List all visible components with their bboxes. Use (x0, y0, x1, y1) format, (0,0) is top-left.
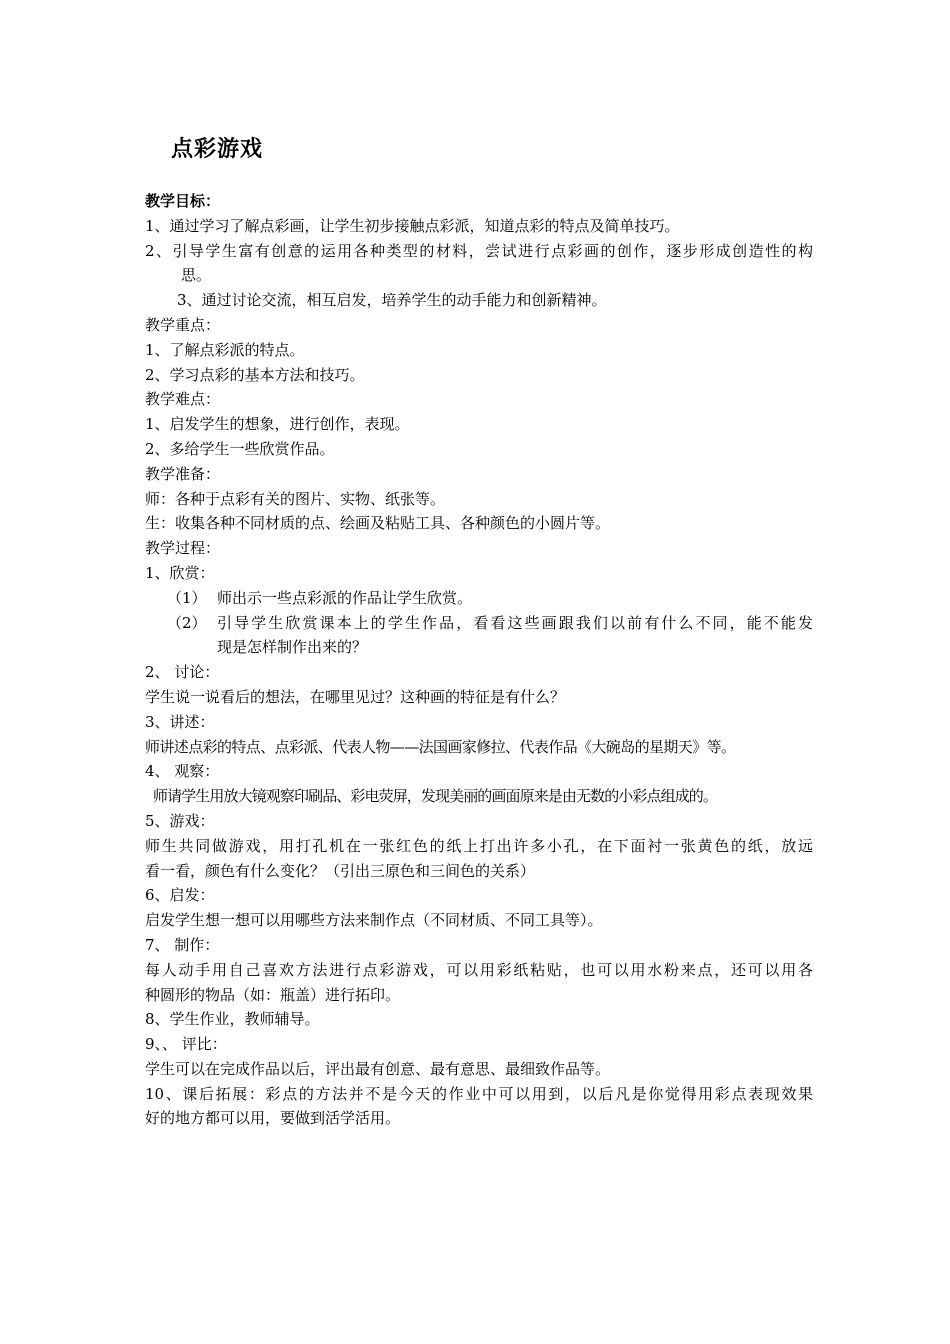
step-5-title: 5、游戏： (145, 811, 215, 830)
step-5-text-continued: 看一看，颜色有什么变化？（引出三原色和三间色的关系） (145, 861, 536, 880)
step-1-sub-2-text-continued: 现是怎样制作出来的？ (217, 638, 368, 657)
preparation-heading: 教学准备： (145, 464, 221, 483)
difficulties-item-1: 1、启发学生的想象，进行创作，表现。 (145, 415, 410, 434)
step-9-title: 9、、 评比： (145, 1035, 227, 1054)
step-1-sub-2-continued (145, 635, 813, 660)
step-7-text: 每人动手用自己喜欢方法进行点彩游戏，可以用彩纸粘贴，也可以用水粉来点，还可以用各 (145, 960, 813, 979)
document-body (145, 189, 813, 1131)
goals-heading: 教学目标： (145, 192, 221, 210)
step-6-title: 6、启发： (145, 886, 215, 905)
preparation-teacher: 师：各种于点彩有关的图片、实物、纸张等。 (145, 489, 446, 508)
key-points-heading: 教学重点： (145, 315, 221, 334)
step-1-title: 1、欣赏： (145, 563, 215, 582)
goals-item-3: 3、通过讨论交流，相互启发，培养学生的动手能力和创新精神。 (177, 291, 607, 310)
difficulties-item-2: 2、多给学生一些欣赏作品。 (145, 439, 335, 458)
step-4-text: 师请学生用放大镜观察印刷品、彩电荧屏，发现美丽的画面原来是由无数的小彩点组成的。 (153, 787, 718, 806)
step-7-text-continued: 种圆形的物品（如：瓶盖）进行拓印。 (145, 985, 401, 1004)
goals-item-2: 2、引导学生富有创意的运用各种类型的材料，尝试进行点彩画的创作，逐步形成创造性的构 (145, 241, 813, 260)
step-1-sub-2-text: 引导学生欣赏课本上的学生作品，看看这些画跟我们以前有什么不同，能不能发 (217, 613, 813, 632)
step-9-text: 学生可以在完成作品以后，评出最有创意、最有意思、最细致作品等。 (145, 1059, 611, 1078)
key-points-item-1: 1、了解点彩派的特点。 (145, 340, 305, 359)
step-3-title: 3、讲述： (145, 712, 215, 731)
process-heading: 教学过程： (145, 539, 221, 558)
step-1-sub-2 (145, 611, 813, 636)
step-2-text: 学生说一说看后的想法，在哪里见过？这种画的特征是有什么？ (145, 687, 566, 706)
step-2-title: 2、 讨论： (145, 663, 220, 682)
difficulties-heading: 教学难点： (145, 390, 221, 409)
step-10-text-continued: 好的地方都可以用，要做到活学活用。 (145, 1109, 401, 1128)
step-1-sub-1-text: 师出示一些点彩派的作品让学生欣赏。 (217, 588, 473, 607)
step-1-sub-1-number: （1） (167, 588, 207, 607)
goals-item-1: 1、通过学习了解点彩画，让学生初步接触点彩派，知道点彩的特点及简单技巧。 (145, 216, 680, 235)
step-8-title: 8、学生作业，教师辅导。 (145, 1010, 320, 1029)
step-4-title: 4、 观察： (145, 762, 220, 781)
key-points-item-2: 2、学习点彩的基本方法和技巧。 (145, 365, 365, 384)
step-10-text: 10、课后拓展：彩点的方法并不是今天的作业中可以用到，以后凡是你觉得用彩点表现效果 (145, 1084, 813, 1103)
goals-item-2-continued: 思。 (181, 266, 212, 285)
step-5-text: 师生共同做游戏，用打孔机在一张红色的纸上打出许多小孔，在下面衬一张黄色的纸，放远 (145, 836, 813, 855)
step-1-sub-1 (145, 586, 813, 611)
step-3-text: 师讲述点彩的特点、点彩派、代表人物——法国画家修拉、代表作品《大碗岛的星期天》等。 (145, 737, 736, 756)
preparation-student: 生：收集各种不同材质的点、绘画及粘贴工具、各种颜色的小圆片等。 (145, 514, 611, 533)
step-7-title: 7、 制作： (145, 935, 220, 954)
step-1-sub-2-number: （2） (167, 613, 207, 632)
step-6-text: 启发学生想一想可以用哪些方法来制作点（不同材质、不同工具等）。 (145, 911, 603, 930)
page-title: 点彩游戏 (171, 137, 264, 162)
